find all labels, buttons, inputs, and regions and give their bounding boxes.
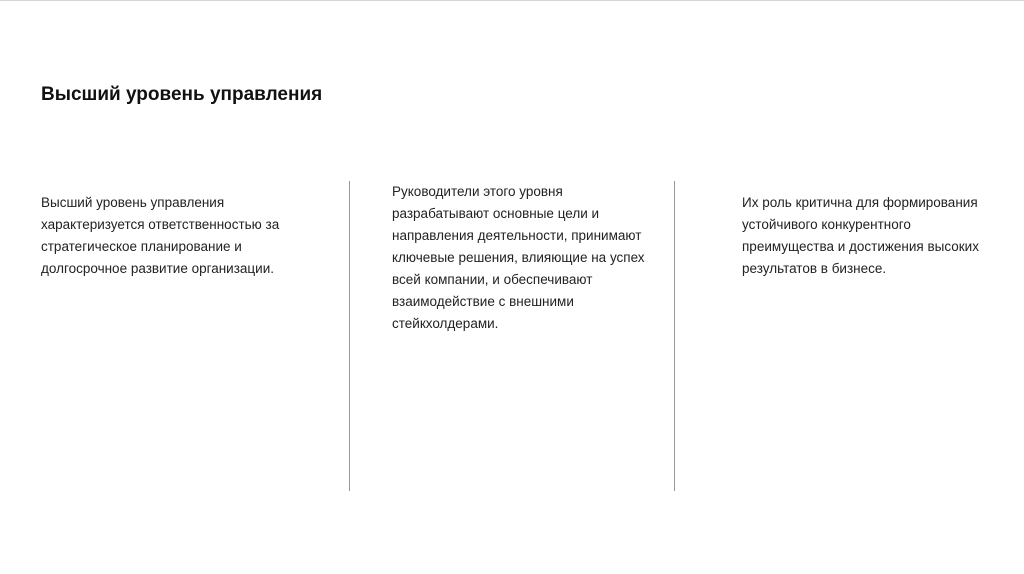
column-3-text: Их роль критична для формирования устойчивого конкурентного преимущества и достижения высоких результатов в бизнесе.: [742, 195, 979, 276]
column-divider-2: [674, 181, 675, 491]
slide-title: Высший уровень управления: [41, 84, 323, 105]
column-divider-1: [349, 181, 350, 491]
column-1-text: Высший уровень управления характеризуется ответственностью за стратегическое планирование и долгосрочное развитие организации.: [41, 195, 280, 276]
column-2-text: Руководители этого уровня разрабатывают основные цели и направления деятельности, принимают ключевые решения, влияющие на успех всей компании, и обеспечивают взаимодействие с внешними стейкхолдерами.: [392, 184, 645, 331]
